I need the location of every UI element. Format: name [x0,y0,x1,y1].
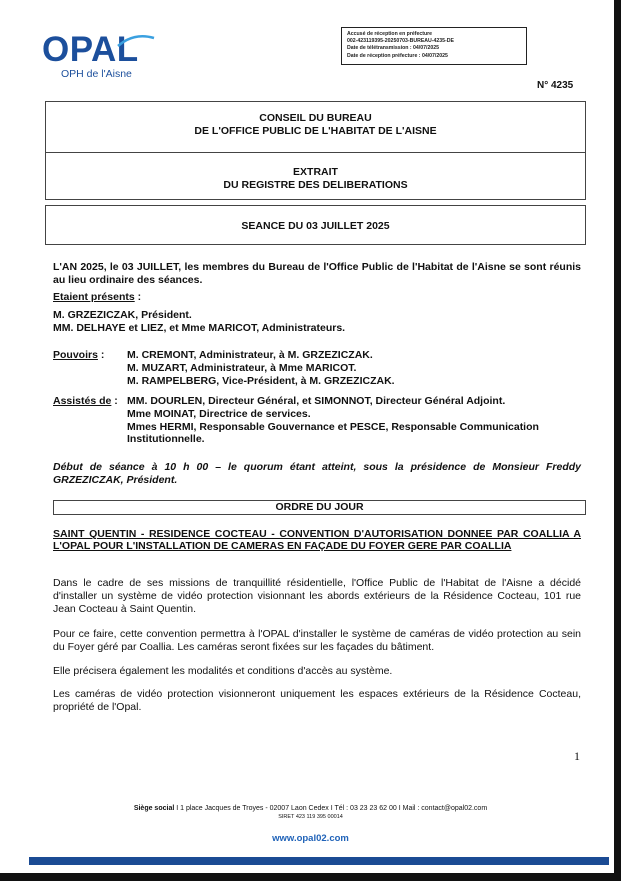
pouvoirs-heading [53,349,104,361]
stamp-line: Date de télétransmission : 04/07/2025 [347,45,439,52]
presents-label: Etaient présents [53,291,135,303]
footer-siege-label: Siège social [133,805,175,812]
pouvoirs-line: M. CREMONT, Administrateur, à M. GRZEZICZAK. [127,349,373,361]
pouvoirs-line: M. RAMPELBERG, Vice-Président, à M. GRZEZICZAK. [127,375,395,387]
logo-swoosh-icon [116,34,156,48]
assistes-label: Assistés de [53,395,112,407]
footer-tel: Tél : 03 23 23 62 00 [334,805,397,812]
footer-separator: I [396,805,403,812]
presents-heading [53,291,141,303]
presents-line: M. GRZEZICZAK, Président. [53,309,192,321]
assistes-line: Mme MOINAT, Directrice de services. [127,408,311,420]
scan-edge-right [614,0,621,881]
footer-separator: I [174,805,181,812]
seance-box [45,205,586,245]
presents-line: MM. DELHAYE et LIEZ, et Mme MARICOT, Administrateurs. [53,322,346,334]
seance-title: SEANCE DU 03 JUILLET 2025 [241,220,390,232]
footer-mail: Mail : contact@opal02.com [402,805,488,812]
document-number: N° 4235 [537,80,574,91]
debut-seance: Début de séance à 10 h 00 – le quorum étant atteint, sous la présidence de Monsieur Freddy GRZEZICZAK, Président. [53,461,581,486]
scan-edge-bottom [0,873,621,881]
subject-title: SAINT QUENTIN - RESIDENCE COCTEAU - CONVENTION D'AUTORISATION DONNEE PAR COALLIA A L'OPAL POUR L'INSTALLATION DE CAMERAS EN FAÇADE DU FOYER GERE PAR COALLIA [53,528,581,552]
footer-siret: SIRET 423 119 395 00014 [278,814,343,820]
pouvoirs-colon: : [97,349,105,361]
logo-wordmark: OPAL [42,30,139,69]
registre-title: DU REGISTRE DES DELIBERATIONS [223,179,408,191]
header-divider [46,152,585,153]
assistes-line: Mmes HERMI, Responsable Gouvernance et PESCE, Responsable Communication [127,421,539,433]
footer-address [0,805,621,812]
pouvoirs-line: M. MUZART, Administrateur, à Mme MARICOT. [127,362,357,374]
assistes-colon: : [111,395,118,407]
stamp-line: Accusé de réception en préfecture [347,31,433,37]
extrait-title: EXTRAIT [293,166,338,178]
header-box [45,101,586,200]
pouvoirs-label: Pouvoirs [53,349,98,361]
page-number: 1 [574,749,580,763]
presents-colon: : [134,291,142,303]
assistes-heading [53,395,118,407]
body-paragraph: Elle précisera également les modalités et conditions d'accès au système. [53,665,393,677]
body-paragraph: Les caméras de vidéo protection visionneront uniquement les espaces extérieurs de la Résidence Cocteau, propriété de l'Opal. [53,688,581,713]
footer-website-link[interactable]: www.opal02.com [272,833,349,844]
assistes-line: Institutionnelle. [127,433,205,445]
ordre-du-jour-box: ORDRE DU JOUR [53,500,586,515]
header-title-line1: CONSEIL DU BUREAU [259,112,372,124]
stamp-line: 002-423119395-20250703-BUREAU-4235-DE [347,38,454,45]
logo-subtitle: OPH de l'Aisne [61,68,132,80]
header-title-line2: DE L'OFFICE PUBLIC DE L'HABITAT DE L'AISNE [194,125,437,137]
body-paragraph: Pour ce faire, cette convention permettra à l'OPAL d'installer le système de caméras de vidéo protection au sein du Foyer géré par Coallia. Les caméras seront fixées sur les façades du bâtiment. [53,628,581,653]
prefecture-receipt-stamp [341,27,527,65]
footer-bar [29,857,609,865]
assistes-line: MM. DOURLEN, Directeur Général, et SIMONNOT, Directeur Général Adjoint. [127,395,506,407]
body-paragraph: Dans le cadre de ses missions de tranquillité résidentielle, l'Office Public de l'Habitat de l'Aisne a décidé d'installer un système de vidéo protection visionnant les abords extérieurs de la Résidence Cocteau, 101 rue Jean Cocteau à Saint Quentin. [53,577,581,615]
footer-separator: I [328,805,335,812]
opal-logo [42,32,162,80]
footer-address-text: 1 place Jacques de Troyes - 02007 Laon Cedex [180,805,329,812]
stamp-line: Date de réception préfecture : 04/07/2025 [347,52,448,59]
intro-paragraph: L'AN 2025, le 03 JUILLET, les membres du Bureau de l'Office Public de l'Habitat de l'Aisne se sont réunis au lieu ordinaire des séances. [53,261,581,286]
